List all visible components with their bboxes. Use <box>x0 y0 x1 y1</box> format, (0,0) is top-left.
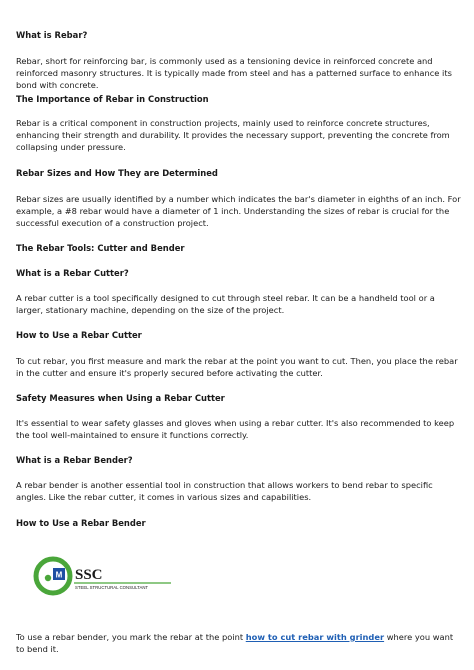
heading-how-to-use-cutter: How to Use a Rebar Cutter <box>16 330 142 340</box>
heading-rebar-tools: The Rebar Tools: Cutter and Bender <box>16 243 185 253</box>
grinder-link[interactable]: how to cut rebar with grinder <box>245 632 385 642</box>
paragraph-what-is-rebar-cutter: A rebar cutter is a tool specifically designed to cut through steel rebar. It can be a handheld tool or a larger, stationary machine, depending on the size of the project. <box>16 293 435 315</box>
paragraph-text-before-link: To use a rebar bender, you mark the rebar at the point <box>16 632 246 642</box>
paragraph-how-to-use-bender <box>16 631 462 655</box>
logo-tagline: STEEL STRUCTURAL CONSULTANT <box>75 585 149 590</box>
logo-dot-icon <box>45 575 51 581</box>
paragraph-how-to-use-cutter: To cut rebar, you first measure and mark the rebar at the point you want to cut. Then, you place the rebar in the cutter and ensure it's properly secured before activating the cutter. <box>16 356 458 378</box>
paragraph-text-after-link: where you want to bend it. <box>16 632 454 654</box>
paragraph-safety-measures: It's essential to wear safety glasses and gloves when using a rebar cutter. It's also recommended to keep the tool well-maintained to ensure it functions correctly. <box>16 418 455 440</box>
paragraph-importance-of-rebar: Rebar is a critical component in construction projects, mainly used to reinforce concrete structures, enhancing their strength and durability. It provides the necessary support, preventing the concrete from collapsing under pressure. <box>16 118 450 152</box>
paragraph-rebar-sizes: Rebar sizes are usually identified by a number which indicates the bar's diameter in eighths of an inch. For example, a #8 rebar would have a diameter of 1 inch. Understanding the sizes of rebar is crucial for the successful execution of a construction project. <box>16 194 461 228</box>
heading-rebar-sizes: Rebar Sizes and How They are Determined <box>16 168 218 178</box>
paragraph-what-is-rebar-bender: A rebar bender is another essential tool in construction that allows workers to bend rebar to specific angles. Like the rebar cutter, it comes in various sizes and capabilities. <box>16 480 433 502</box>
heading-what-is-rebar: What is Rebar? <box>16 30 88 40</box>
ssc-logo <box>33 556 173 596</box>
heading-importance-of-rebar: The Importance of Rebar in Construction <box>16 94 209 104</box>
heading-what-is-rebar-bender: What is a Rebar Bender? <box>16 455 133 465</box>
logo-badge-letter: M <box>55 570 63 580</box>
heading-safety-measures: Safety Measures when Using a Rebar Cutter <box>16 393 225 403</box>
logo-initials: SSC <box>75 567 103 583</box>
heading-how-to-use-bender: How to Use a Rebar Bender <box>16 518 146 528</box>
paragraph-what-is-rebar: Rebar, short for reinforcing bar, is commonly used as a tensioning device in reinforced concrete and reinforced masonry structures. It is typically made from steel and has a patterned surface to enhance its bond with concrete. <box>16 56 452 90</box>
heading-what-is-rebar-cutter: What is a Rebar Cutter? <box>16 268 129 278</box>
